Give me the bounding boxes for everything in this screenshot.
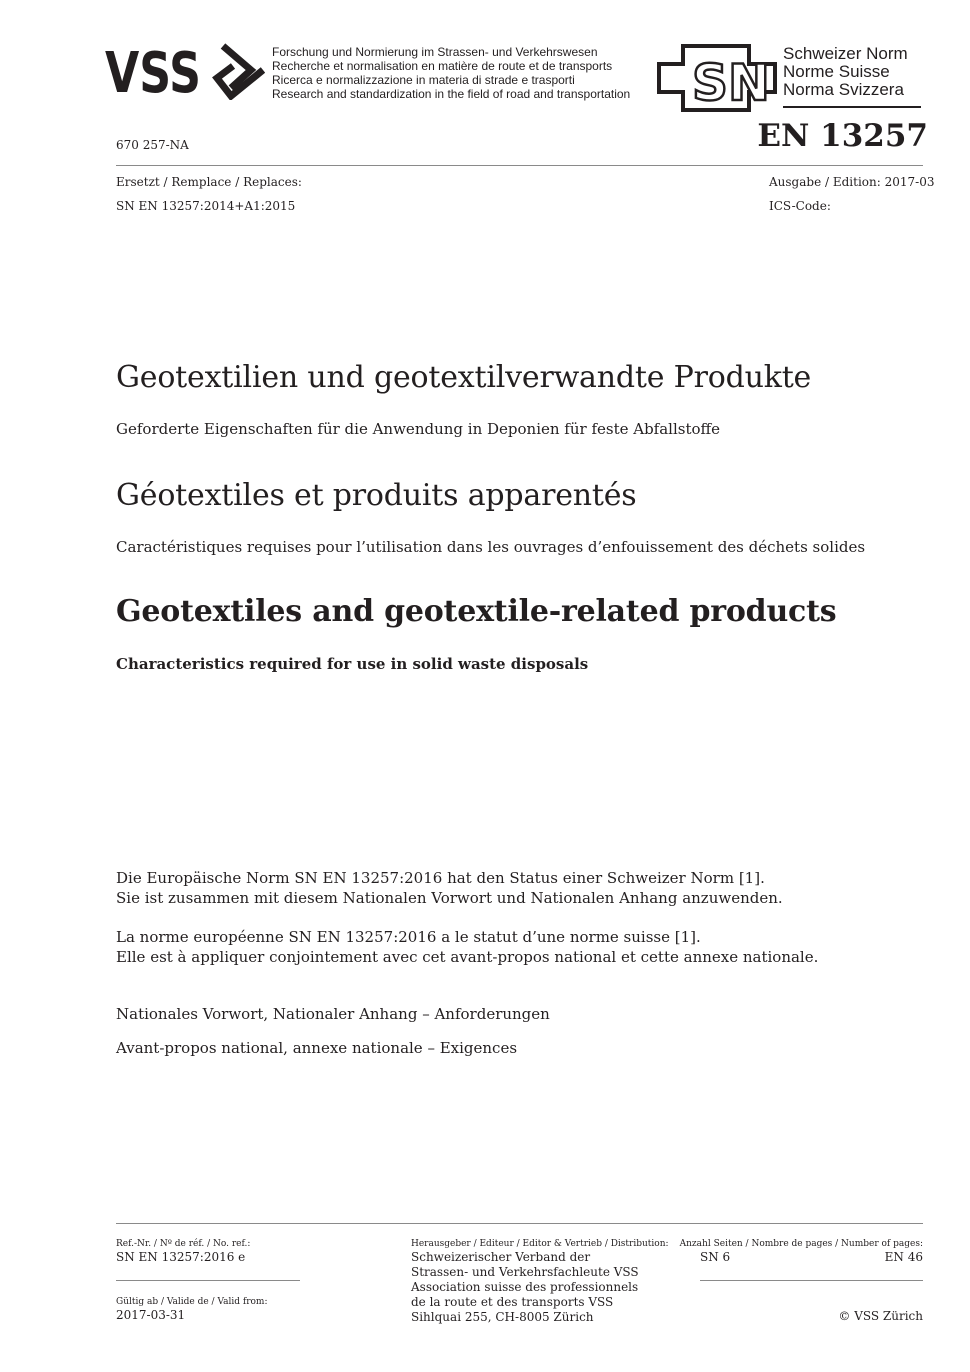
- valid-label: Gültig ab / Valide de / Valid from:: [116, 1297, 268, 1307]
- footer-ref-divider: [116, 1280, 300, 1281]
- swiss-cross-icon: [657, 44, 782, 112]
- publisher-line: Sihlquai 255, CH-8005 Zürich: [411, 1310, 594, 1324]
- header-divider: [116, 165, 923, 166]
- ref-label: Ref.-Nr. / Nº de réf. / No. ref.:: [116, 1239, 251, 1249]
- vss-logo-text: VSS: [105, 41, 201, 100]
- status-de: [116, 869, 783, 908]
- vss-tagline-line: Recherche et normalisation en matière de route et de transports: [272, 59, 613, 73]
- status-fr-line: Elle est à appliquer conjointement avec cet avant-propos national et cette annexe nationale.: [116, 947, 819, 966]
- status-fr-line: La norme européenne SN EN 13257:2016 a le statut d’une norme suisse [1].: [116, 928, 701, 946]
- sn-logo-text: SN: [692, 54, 770, 112]
- replaces-label: Ersetzt / Remplace / Replaces:: [116, 175, 302, 189]
- sn-labels: [783, 45, 908, 99]
- sn-logo: [657, 44, 782, 112]
- annex-fr: Avant-propos national, annexe nationale – Exigences: [116, 1039, 518, 1057]
- vss-tagline-line: Forschung und Normierung im Strassen- und Verkehrswesen: [272, 45, 598, 59]
- status-de-line: Sie ist zusammen mit diesem Nationalen Vorwort und Nationalen Anhang anzuwenden.: [116, 888, 783, 907]
- ics-code: ICS-Code:: [769, 199, 831, 213]
- publisher-line: Strassen- und Verkehrsfachleute VSS: [411, 1265, 639, 1279]
- sn-label-it: Norma Svizzera: [783, 80, 904, 99]
- norm-number: EN 13257: [757, 118, 928, 154]
- pages-sn: SN 6: [700, 1250, 731, 1264]
- sn-label-underline: [783, 106, 921, 108]
- edition: Ausgabe / Edition: 2017-03: [769, 175, 935, 189]
- footer-pages-divider: [700, 1280, 923, 1281]
- title-en: Geotextiles and geotextile-related products: [116, 594, 837, 629]
- publisher-address: [411, 1250, 639, 1325]
- valid-value: 2017-03-31: [116, 1308, 186, 1322]
- vss-logo: [105, 40, 265, 100]
- footer-divider: [116, 1223, 923, 1224]
- vss-tagline: [272, 45, 630, 101]
- vss-tagline-line: Ricerca e normalizzazione in materia di strade e trasporti: [272, 73, 575, 87]
- sn-label-fr: Norme Suisse: [783, 62, 890, 81]
- status-de-line: Die Europäische Norm SN EN 13257:2016 hat den Status einer Schweizer Norm [1].: [116, 869, 765, 887]
- subtitle-en: Characteristics required for use in solid waste disposals: [116, 655, 589, 673]
- title-fr: Géotextiles et produits apparentés: [116, 478, 637, 513]
- sn-label-de: Schweizer Norm: [783, 44, 908, 63]
- publisher-line: Association suisse des professionnels: [411, 1280, 639, 1294]
- replaces-value: SN EN 13257:2014+A1:2015: [116, 199, 296, 213]
- doc-code: 670 257-NA: [116, 138, 189, 152]
- subtitle-fr: Caractéristiques requises pour l’utilisation dans les ouvrages d’enfouissement des déchets solides: [116, 538, 866, 556]
- annex-de: Nationales Vorwort, Nationaler Anhang – Anforderungen: [116, 1005, 550, 1023]
- vss-logo-graphic: [105, 40, 265, 100]
- publisher-label: Herausgeber / Editeur / Editor & Vertrieb / Distribution:: [411, 1239, 669, 1249]
- status-fr: [116, 928, 818, 967]
- publisher-line: de la route et des transports VSS: [411, 1295, 614, 1309]
- vss-tagline-line: Research and standardization in the field of road and transportation: [272, 87, 631, 101]
- subtitle-de: Geforderte Eigenschaften für die Anwendung in Deponien für feste Abfallstoffe: [116, 420, 721, 438]
- title-de: Geotextilien und geotextilverwandte Produkte: [116, 360, 812, 395]
- pages-en: EN 46: [884, 1250, 923, 1264]
- ref-value: SN EN 13257:2016 e: [116, 1250, 246, 1264]
- pages-label: Anzahl Seiten / Nombre de pages / Number of pages:: [679, 1239, 923, 1249]
- publisher-line: Schweizerischer Verband der: [411, 1250, 591, 1264]
- copyright: © VSS Zürich: [838, 1309, 923, 1323]
